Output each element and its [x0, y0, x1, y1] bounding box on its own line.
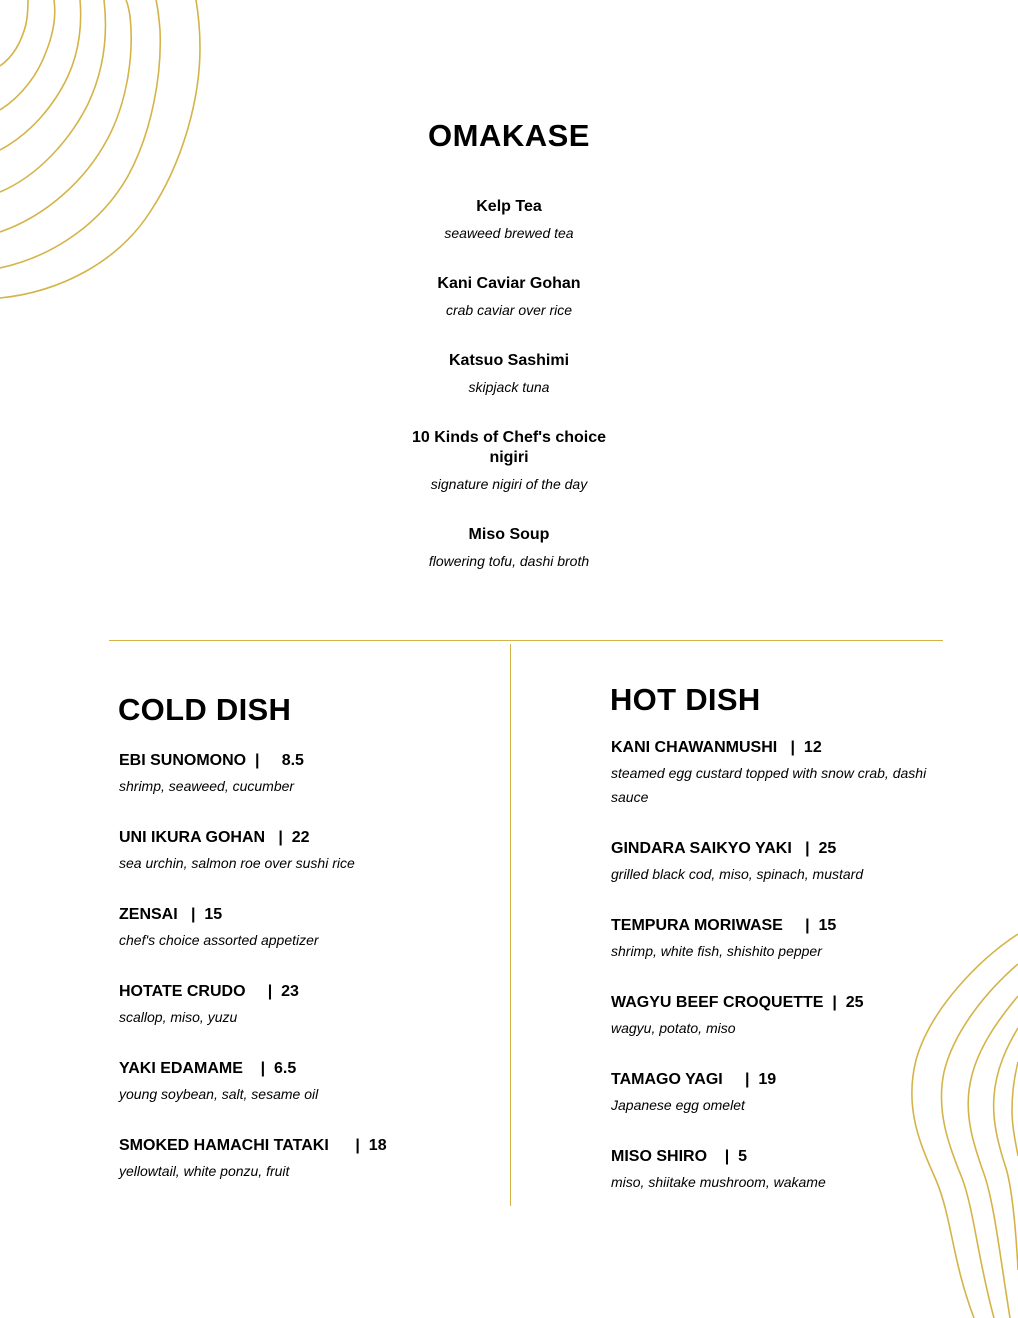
omakase-item-description: skipjack tuna: [468, 379, 550, 395]
cold-dish-item-name: YAKI EDAMAME | 6.5: [119, 1060, 297, 1077]
cold-dish-list: [118, 751, 498, 1183]
horizontal-divider: [109, 640, 943, 641]
hot-dish-item: [610, 738, 950, 809]
hot-dish-item-name: TEMPURA MORIWASE | 15: [611, 917, 837, 934]
omakase-item-name: Katsuo Sashimi: [448, 352, 570, 369]
cold-dish-item: [118, 1059, 498, 1106]
omakase-item-name: Miso Soup: [468, 526, 550, 543]
cold-dish-item-description: sea urchin, salmon roe over sushi rice: [119, 855, 355, 871]
omakase-item: [309, 197, 709, 242]
omakase-item-description: seaweed brewed tea: [444, 225, 574, 241]
cold-dish-item: [118, 828, 498, 875]
omakase-item: [309, 274, 709, 319]
hot-dish-item-description: grilled black cod, miso, spinach, mustard: [611, 866, 864, 882]
hot-dish-item-name: TAMAGO YAGI | 19: [611, 1071, 777, 1088]
omakase-item-name: Kani Caviar Gohan: [437, 275, 581, 292]
cold-dish-item-name: HOTATE CRUDO | 23: [119, 983, 299, 1000]
cold-dish-item-description: shrimp, seaweed, cucumber: [119, 778, 295, 794]
hot-dish-item: [610, 916, 950, 963]
cold-dish-item: [118, 982, 498, 1029]
hot-dish-item: [610, 839, 950, 886]
hot-dish-section: [610, 680, 950, 1224]
omakase-item: [309, 525, 709, 570]
omakase-item-description: flowering tofu, dashi broth: [428, 553, 590, 569]
omakase-item-description: signature nigiri of the day: [430, 476, 588, 492]
omakase-item-name: 10 Kinds of Chef's choice nigiri: [411, 429, 607, 466]
hot-dish-item-description: Japanese egg omelet: [611, 1097, 745, 1113]
cold-dish-item-description: yellowtail, white ponzu, fruit: [119, 1163, 290, 1179]
hot-dish-item-name: KANI CHAWANMUSHI | 12: [611, 739, 822, 756]
cold-dish-item-description: chef's choice assorted appetizer: [119, 932, 319, 948]
cold-dish-item-description: young soybean, salt, sesame oil: [119, 1086, 319, 1102]
hot-dish-item-description: miso, shiitake mushroom, wakame: [611, 1174, 826, 1190]
hot-dish-list: [610, 738, 950, 1194]
hot-dish-item-name: MISO SHIRO | 5: [611, 1148, 748, 1165]
cold-dish-item: [118, 905, 498, 952]
omakase-list: [309, 197, 709, 570]
cold-dish-item-name: SMOKED HAMACHI TATAKI | 18: [119, 1137, 387, 1154]
cold-dish-item-name: UNI IKURA GOHAN | 22: [119, 829, 310, 846]
hot-dish-title: HOT DISH: [610, 682, 761, 717]
cold-dish-item-name: EBI SUNOMONO | 8.5: [119, 752, 304, 769]
hot-dish-item-description: steamed egg custard topped with snow crab, dashi sauce: [611, 765, 927, 805]
vertical-divider: [510, 644, 511, 1206]
cold-dish-item: [118, 1136, 498, 1183]
decorative-contour-lines-top-left: [0, 0, 210, 305]
cold-dish-item: [118, 751, 498, 798]
hot-dish-item: [610, 1070, 950, 1117]
omakase-item-description: crab caviar over rice: [445, 302, 573, 318]
cold-dish-item-name: ZENSAI | 15: [119, 906, 223, 923]
cold-dish-item-description: scallop, miso, yuzu: [119, 1009, 238, 1025]
omakase-item: [309, 428, 709, 493]
hot-dish-item-description: shrimp, white fish, shishito pepper: [611, 943, 822, 959]
hot-dish-item-name: GINDARA SAIKYO YAKI | 25: [611, 840, 837, 857]
hot-dish-item-name: WAGYU BEEF CROQUETTE | 25: [611, 994, 864, 1011]
hot-dish-item: [610, 993, 950, 1040]
omakase-item-name: Kelp Tea: [476, 198, 542, 215]
omakase-section: [309, 116, 709, 602]
omakase-item: [309, 351, 709, 396]
hot-dish-item-description: wagyu, potato, miso: [611, 1020, 736, 1036]
cold-dish-section: [118, 690, 498, 1213]
hot-dish-item: [610, 1147, 950, 1194]
cold-dish-title: COLD DISH: [118, 692, 292, 727]
omakase-title: OMAKASE: [428, 118, 590, 153]
